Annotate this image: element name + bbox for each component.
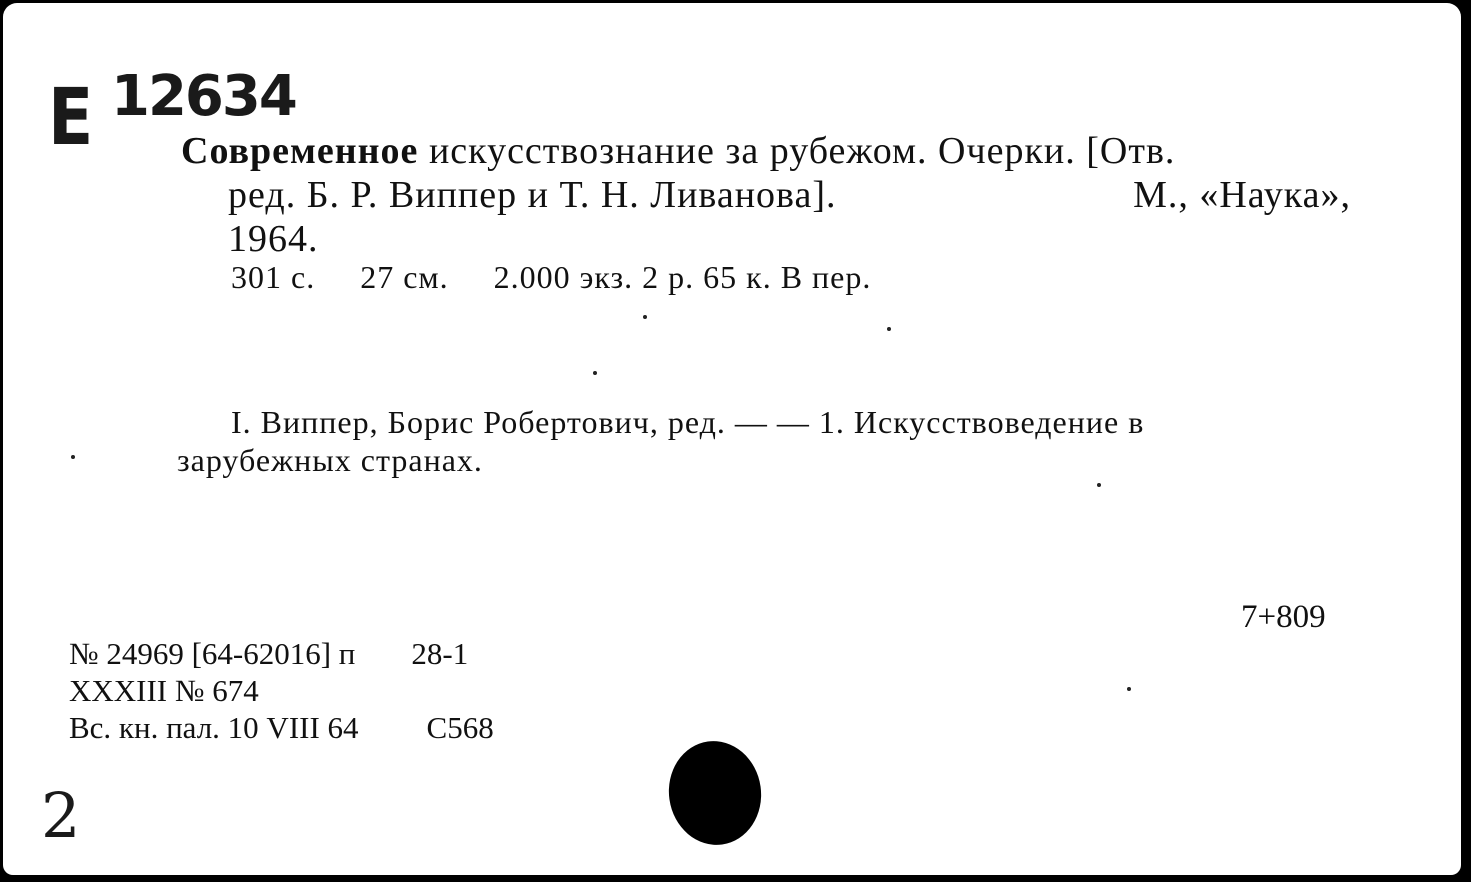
card-code: С568	[426, 710, 494, 745]
registration-number: № 24969 [64-62016] п	[69, 636, 356, 671]
footer-code: 28-1	[411, 636, 469, 671]
title-bold-word: Современное	[181, 130, 419, 172]
collation-line	[231, 259, 907, 296]
title-line-2	[181, 173, 1351, 217]
copies-price: 2.000 экз. 2 р. 65 к. В пер.	[493, 259, 872, 295]
catalog-card	[3, 3, 1461, 875]
classification-number: 7+809	[1241, 599, 1326, 635]
footer-line-3	[69, 709, 494, 746]
page-count: 301 с.	[231, 259, 316, 295]
speck	[71, 455, 75, 459]
subject-line-2: зарубежных странах.	[177, 442, 483, 478]
title-line-1	[181, 129, 1351, 173]
speck	[643, 315, 647, 319]
handwritten-letter: E	[48, 73, 94, 163]
speck	[887, 327, 891, 331]
title-block	[181, 129, 1351, 261]
punch-hole	[662, 735, 768, 851]
handwritten-inventory-number: 12634	[111, 64, 296, 129]
card-footer	[69, 635, 494, 746]
publisher: М., «Наука»,	[1133, 174, 1351, 216]
book-size: 27 см.	[360, 259, 449, 295]
subject-line-1: I. Виппер, Борис Робертович, ред. — — 1. Искусствоведение в	[231, 404, 1145, 440]
title-line-1-rest: искусствознание за рубежом. Очерки. [Отв.	[428, 130, 1176, 172]
publication-year: 1964.	[228, 218, 319, 260]
editors: ред. Б. Р. Виппер и Т. Н. Ливанова].	[228, 174, 837, 216]
footer-line-2: XXXIII № 674	[69, 673, 259, 708]
handwritten-bottom-mark: 2	[41, 779, 81, 852]
speck	[1127, 687, 1131, 691]
subject-entries	[177, 403, 1351, 479]
chamber-date: Вс. кн. пал. 10 VIII 64	[69, 710, 359, 745]
speck	[593, 371, 597, 375]
footer-line-1	[69, 635, 494, 672]
speck	[1097, 483, 1101, 487]
